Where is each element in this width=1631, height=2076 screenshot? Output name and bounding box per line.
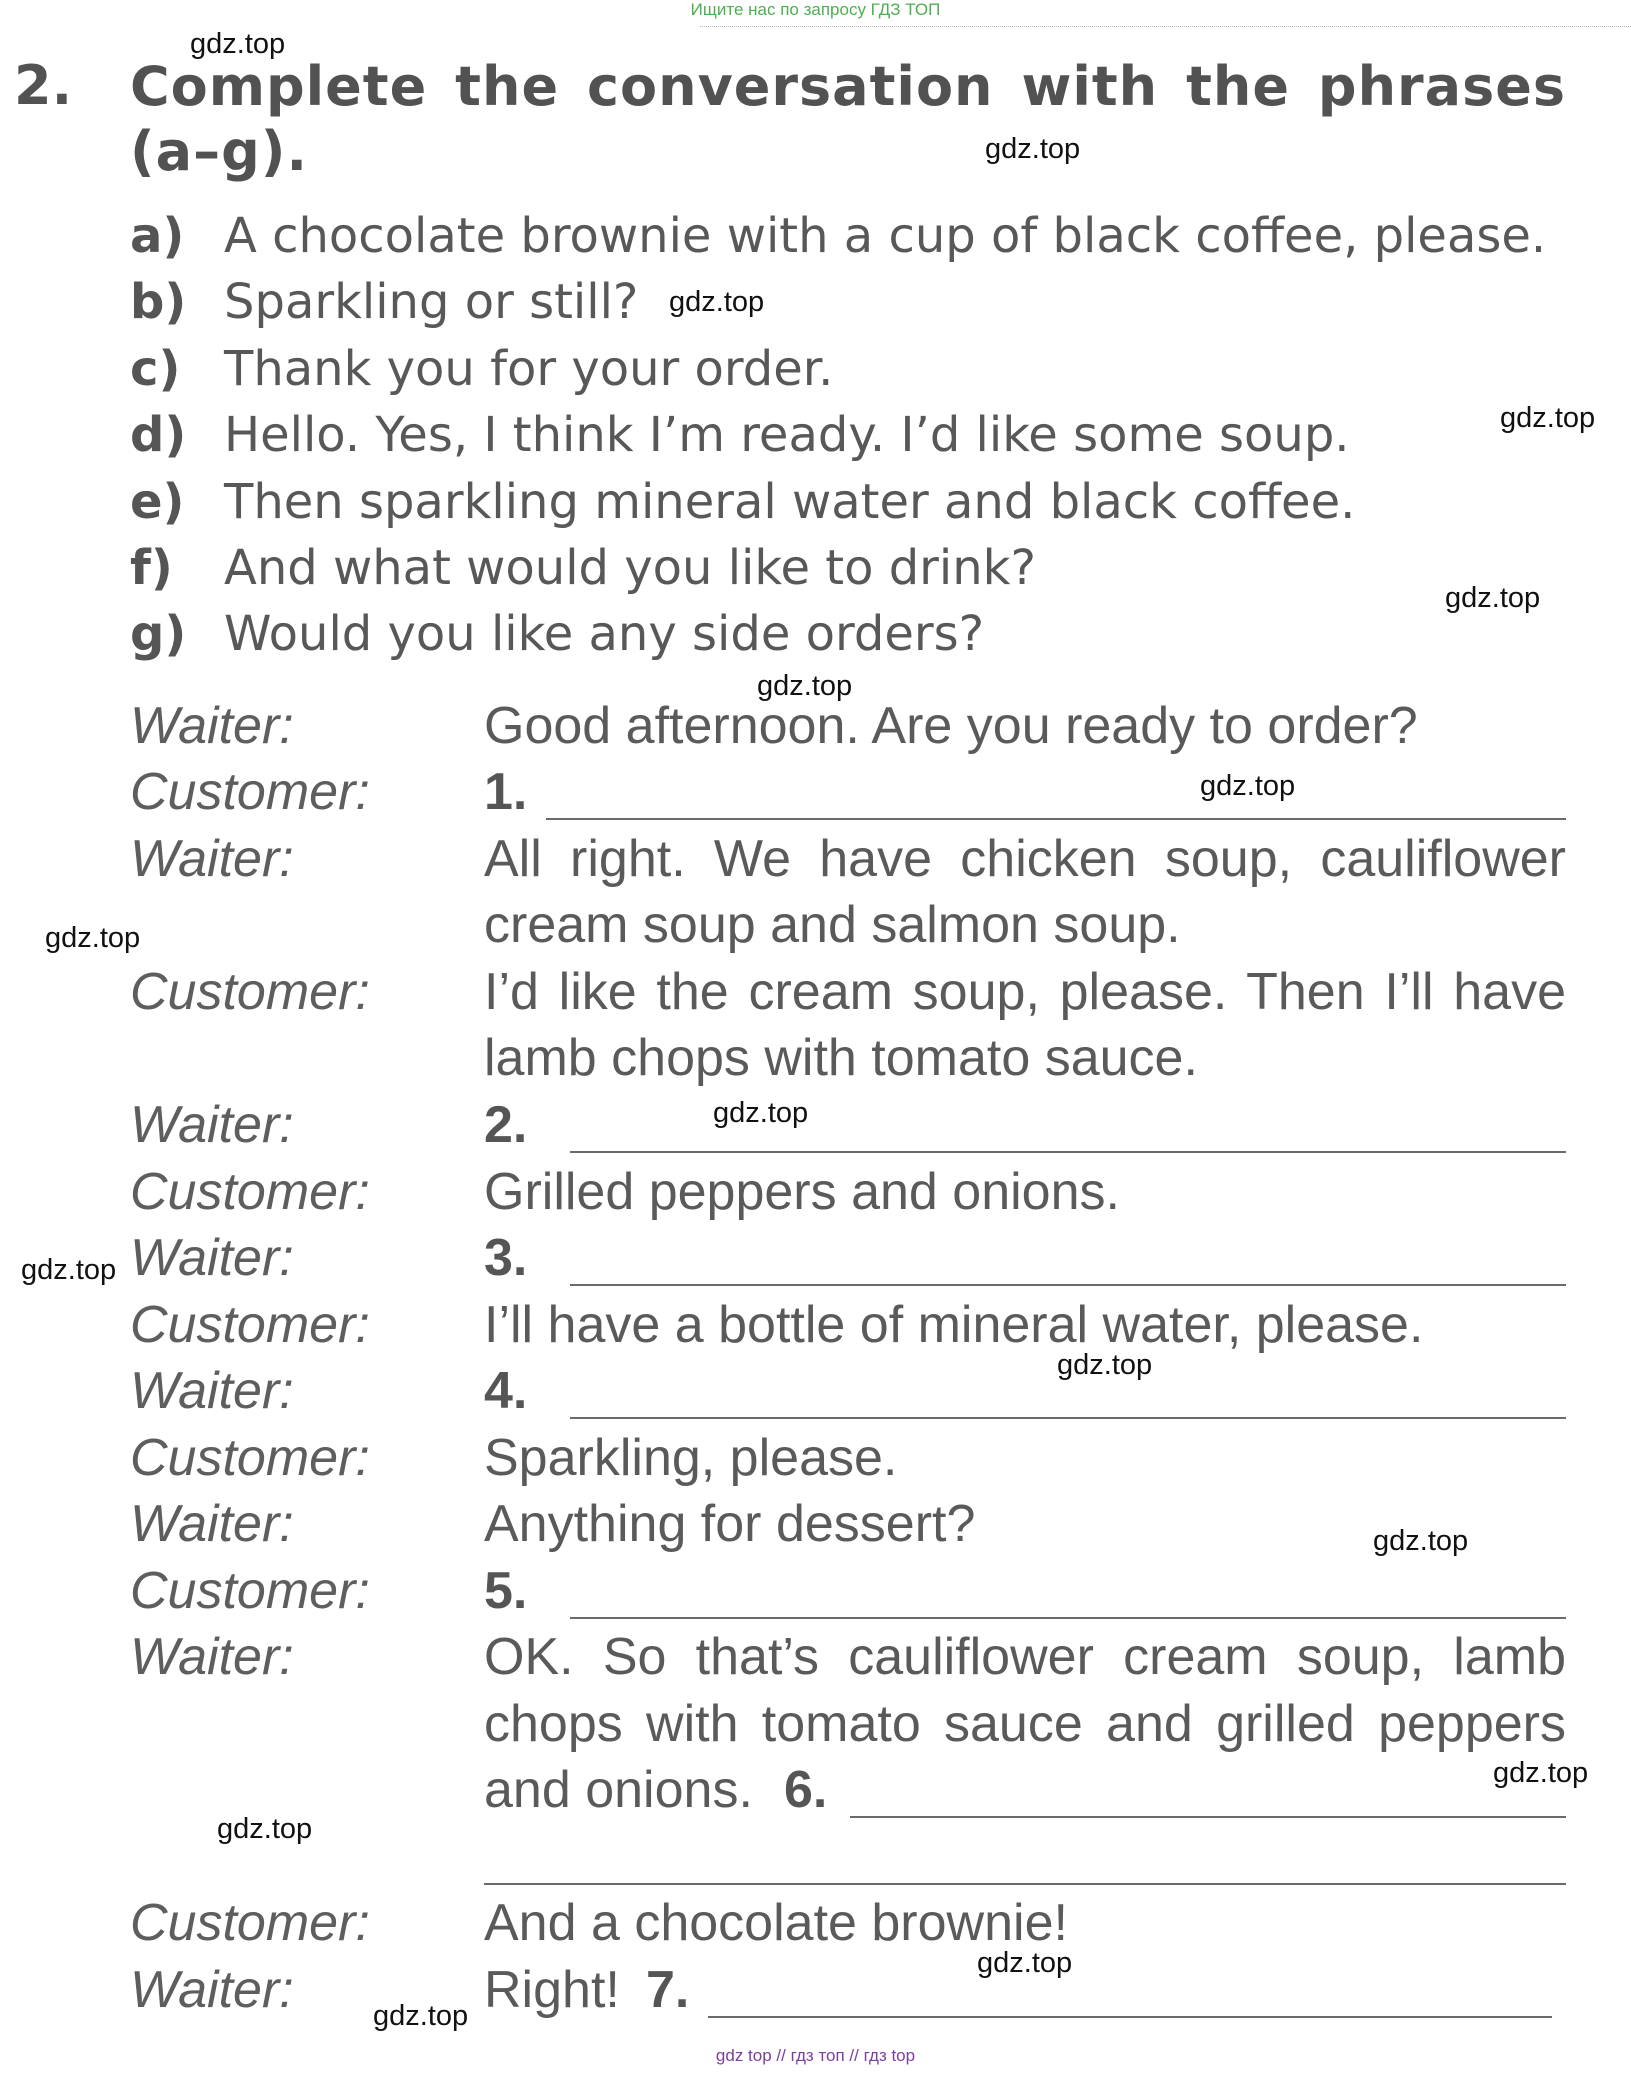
dialogue-line: And a chocolate brownie!: [484, 1894, 1068, 1952]
speaker-customer: Customer:: [130, 1562, 370, 1620]
dialogue-line: I’d like the cream soup, please. Then I’ll have: [484, 963, 1566, 1021]
speaker-customer: Customer:: [130, 963, 370, 1021]
watermark: gdz.top: [1500, 402, 1596, 434]
watermark: gdz.top: [1200, 770, 1296, 802]
option-text: Sparkling or still?: [224, 274, 639, 330]
speaker-customer: Customer:: [130, 763, 370, 821]
speaker-waiter: Waiter:: [130, 1628, 294, 1686]
footer: gdz top // гдз топ // гдз top: [715, 2046, 916, 2065]
speaker-customer: Customer:: [130, 1296, 370, 1354]
watermark: gdz.top: [1445, 582, 1541, 614]
dialogue-line: OK. So that’s cauliflower cream soup, lamb: [484, 1628, 1566, 1686]
blank-number: 5.: [484, 1562, 528, 1620]
option-letter: d): [130, 407, 187, 463]
watermark: gdz.top: [977, 1947, 1073, 1979]
dialogue-line: Good afternoon. Are you ready to order?: [484, 697, 1418, 755]
blank-number: 6.: [784, 1761, 828, 1819]
answer-blank[interactable]: [570, 1151, 1566, 1153]
blank-number: 1.: [484, 763, 528, 821]
dialogue-line: Grilled peppers and onions.: [484, 1163, 1120, 1221]
option-text: Thank you for your order.: [224, 341, 834, 397]
dialogue-line: lamb chops with tomato sauce.: [484, 1029, 1198, 1087]
answer-blank[interactable]: [708, 2016, 1552, 2018]
option-text: A chocolate brownie with a cup of black coffee, please.: [224, 208, 1547, 264]
watermark: gdz.top: [757, 670, 853, 702]
answer-blank[interactable]: [570, 1284, 1566, 1286]
dialogue-line: cream soup and salmon soup.: [484, 896, 1181, 954]
exercise-title: Complete the conversation with the phrases: [130, 55, 1566, 118]
option-text: Then sparkling mineral water and black coffee.: [224, 474, 1356, 530]
option-text: Would you like any side orders?: [224, 606, 985, 662]
answer-blank[interactable]: [546, 818, 1566, 820]
divider: [700, 26, 1631, 27]
blank-number: 3.: [484, 1229, 528, 1287]
dialogue-line: Anything for dessert?: [484, 1495, 976, 1553]
answer-blank[interactable]: [850, 1816, 1566, 1818]
watermark: gdz.top: [1373, 1525, 1469, 1557]
option-letter: b): [130, 274, 187, 330]
blank-number: 2.: [484, 1096, 528, 1154]
speaker-waiter: Waiter:: [130, 1096, 294, 1154]
speaker-customer: Customer:: [130, 1429, 370, 1487]
watermark: gdz.top: [190, 28, 286, 60]
watermark: gdz.top: [713, 1097, 809, 1129]
watermark: gdz.top: [1057, 1349, 1153, 1381]
option-letter: f): [130, 540, 173, 596]
speaker-customer: Customer:: [130, 1163, 370, 1221]
option-letter: e): [130, 474, 185, 530]
option-letter: a): [130, 208, 185, 264]
blank-number: 7.: [646, 1961, 690, 2019]
blank-number: 4.: [484, 1362, 528, 1420]
speaker-waiter: Waiter:: [130, 830, 294, 888]
watermark: gdz.top: [985, 133, 1081, 165]
answer-blank-continuation[interactable]: [484, 1883, 1566, 1885]
dialogue-line: chops with tomato sauce and grilled peppers: [484, 1695, 1566, 1753]
dialogue-line: Sparkling, please.: [484, 1429, 898, 1487]
exercise-title-cont: (a–g).: [130, 120, 308, 183]
dialogue-line: I’ll have a bottle of mineral water, please.: [484, 1296, 1424, 1354]
speaker-waiter: Waiter:: [130, 1961, 294, 2019]
top-banner: Ищите нас по запросу ГДЗ ТОП: [690, 0, 941, 19]
watermark: gdz.top: [217, 1813, 313, 1845]
speaker-waiter: Waiter:: [130, 697, 294, 755]
dialogue-line: All right. We have chicken soup, cauliflower: [484, 830, 1566, 888]
speaker-customer: Customer:: [130, 1894, 370, 1952]
watermark: gdz.top: [45, 922, 141, 954]
speaker-waiter: Waiter:: [130, 1362, 294, 1420]
option-letter: g): [130, 606, 187, 662]
dialogue-line: and onions.: [484, 1761, 753, 1819]
speaker-waiter: Waiter:: [130, 1495, 294, 1553]
speaker-waiter: Waiter:: [130, 1229, 294, 1287]
watermark: gdz.top: [669, 286, 765, 318]
dialogue-line: Right!: [484, 1961, 620, 2019]
answer-blank[interactable]: [570, 1417, 1566, 1419]
watermark: gdz.top: [373, 2000, 469, 2032]
option-text: And what would you like to drink?: [224, 540, 1036, 596]
option-text: Hello. Yes, I think I’m ready. I’d like some soup.: [224, 407, 1350, 463]
answer-blank[interactable]: [570, 1617, 1566, 1619]
watermark: gdz.top: [21, 1254, 117, 1286]
watermark: gdz.top: [1493, 1757, 1589, 1789]
option-letter: c): [130, 341, 181, 397]
exercise-number: 2.: [14, 54, 73, 117]
